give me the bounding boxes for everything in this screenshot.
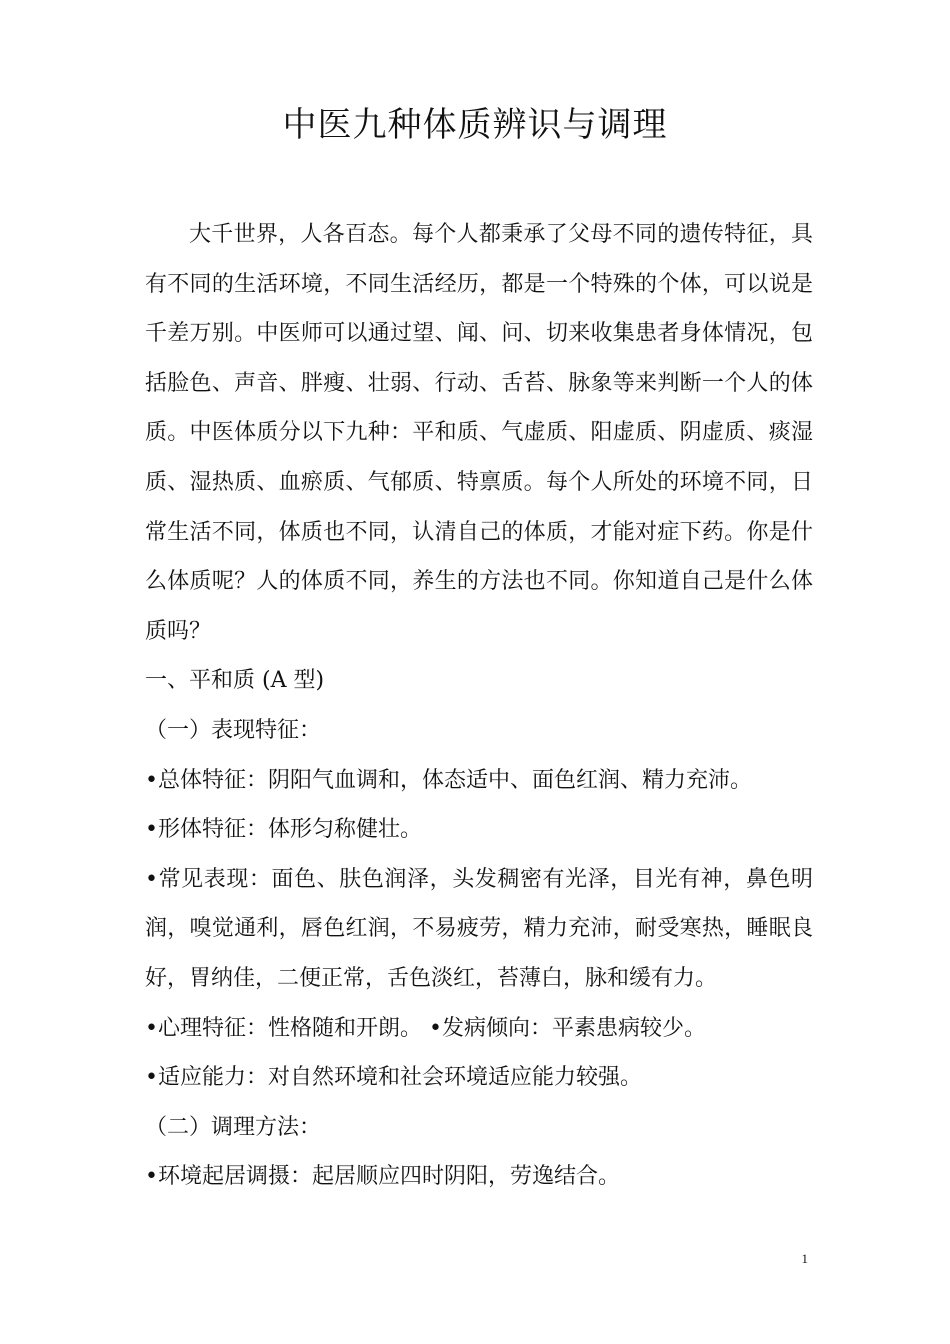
feature-common-signs: •常见表现：面色、肤色润泽，头发稠密有光泽，目光有神，鼻色明润，嗅觉通利，唇色红润，不易疲劳，精力充沛，耐受寒热，睡眠良好，胃纳佳，二便正常，舌色淡红，苔薄白，脉和缓有力。 <box>145 866 813 991</box>
subsection-heading-methods: （二）调理方法： <box>145 1114 322 1140</box>
feature-adaptability: •适应能力：对自然环境和社会环境适应能力较强。 <box>145 1065 642 1091</box>
feature-overall: •总体特征：阴阳气血调和，体态适中、面色红润、精力充沛。 <box>145 767 752 793</box>
intro-paragraph: 大千世界，人各百态。每个人都秉承了父母不同的遗传特征，具有不同的生活环境，不同生活经历，都是一个特殊的个体，可以说是千差万别。中医师可以通过望、闻、问、切来收集患者身体情况，包括脸色、声音、胖瘦、壮弱、行动、舌苔、脉象等来判断一个人的体质。中医体质分以下九种：平和质、气虚质、阳虚质、阴虚质、痰湿质、湿热质、血瘀质、气郁质、特禀质。每个人所处的环境不同，日常生活不同，体质也不同，认清自己的体质，才能对症下药。你是什么体质呢？人的体质不同，养生的方法也不同。你知道自己是什么体质吗？ <box>145 222 813 644</box>
document-title: 中医九种体质辨识与调理 <box>282 105 668 145</box>
feature-psychology-disease: •心理特征：性格随和开朗。 •发病倾向：平素患病较少。 <box>145 1015 706 1041</box>
feature-physique: •形体特征：体形匀称健壮。 <box>145 817 422 843</box>
section-heading: 一、平和质 (A 型) <box>145 668 325 694</box>
method-environment: •环境起居调摄：起居顺应四时阴阳，劳逸结合。 <box>145 1164 620 1190</box>
page-number: 1 <box>801 1251 808 1266</box>
subsection-heading-features: （一）表现特征： <box>145 717 322 743</box>
document-body <box>145 210 813 1202</box>
